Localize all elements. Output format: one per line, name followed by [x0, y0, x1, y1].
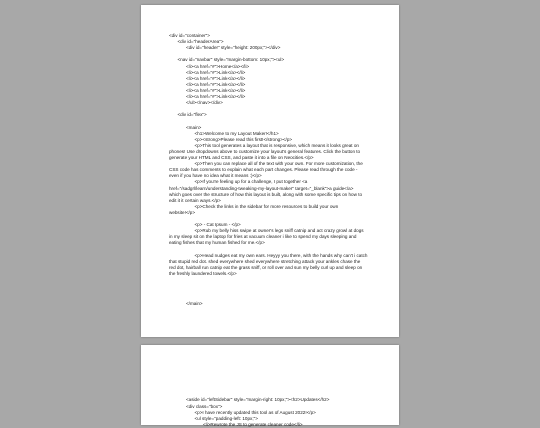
code-line: <h1>Welcome to my Layout Maker!</h1>: [194, 130, 279, 136]
code-line: <p>Check the links in the sidebar for more resources to build your own: [194, 203, 339, 209]
code-line: <p><strong>Please read this first!</strong></p>: [194, 136, 293, 142]
code-line: <div id="container">: [169, 33, 210, 38]
code-line: eating fishes that my human fished for me.</p>: [169, 240, 265, 246]
code-line: <li><a href="#">Link</a></li>: [186, 81, 246, 87]
code-line: <div id="header" style="height: 200px;"></div>: [186, 45, 281, 51]
code-line: <p>I have recently updated this tool as of August 2022!</p>: [194, 409, 316, 415]
code-line: <p>Then you can replace all of the text with your own. For more customization, the: [194, 161, 363, 167]
code-line: generate your HTML and CSS, and paste it into a file on Neocities.</p>: [169, 155, 314, 160]
code-line: which goes over the structure of how this layout is built, along with some specific tips on how to: [169, 191, 363, 197]
code-line: <li>Rewrote the JS to generate cleaner code</li>: [203, 421, 303, 427]
code-line: even if you have no idea what it means :)</p>: [169, 173, 262, 179]
code-line: <main>: [186, 124, 202, 130]
document-page: [141, 5, 399, 337]
code-line: website!</p>: [169, 209, 196, 215]
code-line: <p>This tool generates a layout that is responsive, which means it looks great on: [194, 142, 359, 148]
code-line: </main>: [186, 301, 203, 307]
code-line: that stupid red dot. shed everywhere shed everywhere stretching attack your ankles chase the: [169, 258, 361, 264]
code-line: <nav id="navbar" style="margin-bottom: 10px;"><ul>: [177, 57, 285, 63]
code-line: <p>Rub my belly hiss swipe at owner's legs sniff catnip and act crazy growl at dogs: [194, 228, 364, 234]
code-line: <p>Head nudges eat my own ears. Heyyy you there, with the hands why can't i catch: [194, 252, 368, 258]
code-line: phones! Use dropdowns above to customize your layout's general features. Click the button to: [169, 148, 361, 154]
code-line: <li><a href="#">Link</a></li>: [186, 69, 246, 75]
document-page: [141, 345, 399, 425]
code-line: <li><a href="#">Link</a></li>: [186, 94, 246, 99]
code-line: in my sleep sit on the laptop for fries at vacuum cleaner i like to spend my days sleeping and: [169, 234, 357, 240]
code-line: edit it it certain ways.</p>: [169, 197, 221, 203]
code-line: <p>If you're feeling up for a challenge, I put together <a: [194, 179, 308, 185]
code-line: CSS code has comments to explain what each part changes. Please read through the code -: [169, 167, 358, 173]
code-line: href="/sadgrl/learn/understanding-tweaking-my-layout-maker" target="_blank">a guide</a>: [169, 185, 354, 191]
code-line: <div id="flex">: [177, 112, 207, 118]
code-line: <li><a href="#">Link</a></li>: [186, 75, 246, 81]
code-line: <p> - Cat Ipsum - </p>: [194, 222, 241, 228]
code-line: the freshly laundered towels.</p>: [169, 270, 237, 276]
code-line: red dot, hairball run catnip eat the grass sniff, or roll over and sun my belly curl up and sleep on: [169, 264, 363, 270]
code-line: <div class="box">: [186, 403, 223, 409]
code-line: <li><a href="#">Home</a></li>: [186, 63, 250, 69]
code-line: </ul></nav></div>: [186, 100, 223, 106]
code-line: <div id="headerArea">: [177, 39, 224, 45]
code-line: <ul style="padding-left: 10px;">: [194, 415, 258, 421]
code-line: <aside id="leftSidebar" style="margin-right: 10px;"><h2>Updates</h2>: [186, 397, 330, 403]
code-line: <li><a href="#">Link</a></li>: [186, 87, 246, 93]
